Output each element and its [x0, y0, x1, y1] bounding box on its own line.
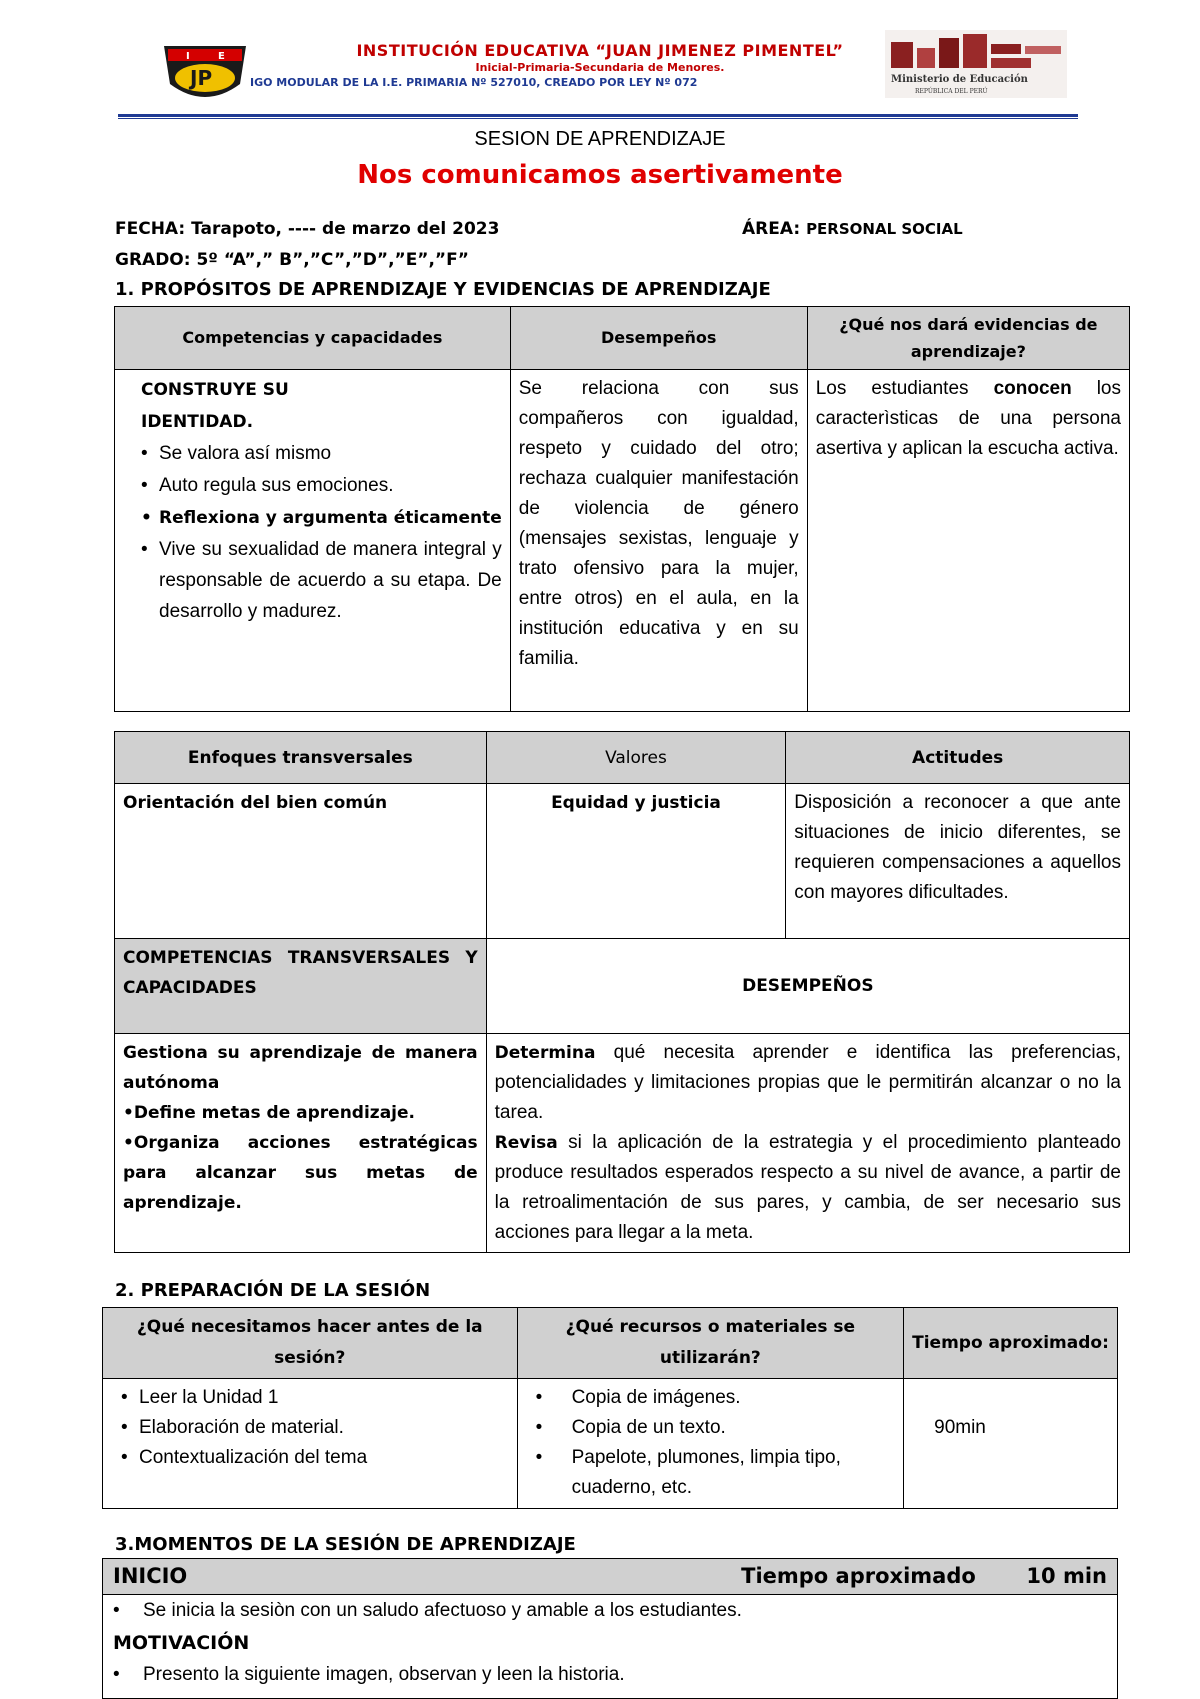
desempeno-bold: Determina [494, 1043, 596, 1063]
gestiona-item: •Define metas de aprendizaje. [123, 1103, 415, 1123]
antes-item: • Leer la Unidad 1 [121, 1383, 509, 1413]
institution-levels: Inicial-Primaria-Secundaria de Menores. [475, 61, 725, 74]
evidencia-text: Los estudiantes [815, 378, 994, 399]
enfoques-table [114, 731, 1130, 1253]
capacidad-item: • Vive su sexualidad de manera integral y responsable de acuerdo a su etapa. De desarrollo y madurez. [141, 534, 502, 627]
header-valores: Valores [486, 732, 786, 784]
header-divider [118, 114, 1078, 117]
inicio-item: • Se inicia la sesiòn con un saludo afectuoso y amable a los estudiantes. [113, 1595, 1107, 1627]
session-title: Nos comunicamos asertivamente [357, 160, 843, 190]
section-3-title: 3.MOMENTOS DE LA SESIÓN DE APRENDIZAJE [115, 1534, 576, 1555]
tiempo-value: 10 min [1026, 1564, 1107, 1588]
session-label: SESION DE APRENDIZAJE [474, 128, 726, 150]
header-tiempo: Tiempo aproximado: [904, 1308, 1118, 1379]
recurso-item: • Papelote, plumones, limpia tipo, cuaderno, etc. [536, 1443, 896, 1503]
institution-name: INSTITUCIÓN EDUCATIVA “JUAN JIMENEZ PIMENTEL” [356, 41, 844, 60]
gestiona-item: •Organiza acciones estratégicas para alcanzar sus metas de aprendizaje. [123, 1133, 478, 1213]
gestiona-title: Gestiona su aprendizaje de manera autónoma [123, 1043, 478, 1093]
ministry-subtitle: REPÚBLICA DEL PERÚ [915, 88, 988, 95]
header-divider-thin [118, 118, 1078, 119]
logo-letter-e: E [218, 51, 225, 62]
logo-letter-i: I [186, 51, 190, 62]
antes-cell [103, 1379, 518, 1509]
inicio-header [103, 1559, 1118, 1595]
preparation-table [102, 1307, 1118, 1509]
motivacion-label: MOTIVACIÓN [113, 1632, 250, 1654]
tiempo-label: Tiempo aproximado [741, 1564, 976, 1588]
section-2-title: 2. PREPARACIÓN DE LA SESIÓN [115, 1280, 431, 1301]
header-actitudes: Actitudes [786, 732, 1130, 784]
header-desempenos: Desempeños [510, 307, 807, 370]
desempeno-cell: Se relaciona con sus compañeros con igualdad, respeto y cuidado del otro; rechaza cualquier manifestación de violencia de género (mensajes sexistas, lenguaje y trato ofensivo para la mujer, entre otros) en el aula, en la institución educativa y en su familia. [510, 370, 807, 712]
area-value: PERSONAL SOCIAL [806, 220, 963, 238]
header-antes: ¿Qué necesitamos hacer antes de la sesión? [103, 1308, 518, 1379]
inicio-body [103, 1595, 1118, 1699]
capacidad-item: • Reflexiona y argumenta éticamente [141, 502, 502, 534]
evidencia-text-2: los caracterìsticas de una persona asertiva y aplican la escucha activa. [815, 378, 1121, 459]
section-1-title: 1. PROPÓSITOS DE APRENDIZAJE Y EVIDENCIAS DE APRENDIZAJE [115, 279, 771, 300]
recurso-item: • Copia de imágenes. [536, 1383, 896, 1413]
competencia-title: CONSTRUYE SU IDENTIDAD. [141, 380, 289, 432]
desempeno-text: qué necesita aprender e identifica las preferencias, potencialidades y limitaciones propias que le permitirán alcanzar o no la tarea. [494, 1042, 1121, 1123]
desempenos-cell [486, 1034, 1129, 1253]
evidencia-cell [807, 370, 1129, 712]
ministry-logo [885, 30, 1067, 98]
recurso-item: • Copia de un texto. [536, 1413, 896, 1443]
logo-letters-jp: JP [190, 66, 213, 90]
tiempo-cell: 90min [904, 1379, 1118, 1509]
institution-code: IGO MODULAR DE LA I.E. PRIMARIA Nº 527010, CREADO POR LEY Nº 072 [250, 76, 698, 89]
purposes-table [114, 306, 1130, 712]
header-evidencias: ¿Qué nos dará evidencias de aprendizaje? [807, 307, 1129, 370]
inicio-item: • Presento la siguiente imagen, observan y leen la historia. [113, 1659, 1107, 1691]
competencias-transversales-header: COMPETENCIAS TRANSVERSALES Y CAPACIDADES [115, 939, 487, 1034]
enfoque-cell: Orientación del bien común [115, 784, 487, 939]
desempeno-text: si la aplicación de la estrategia y el procedimiento planteado produce resultados esperados respecto a su nivel de avance, a partir de la retroalimentación de sus pares, y cambia, de ser necesario sus acciones para llegar a la meta. [494, 1132, 1121, 1243]
desempenos-header: DESEMPEÑOS [486, 939, 1129, 1034]
area [742, 219, 963, 239]
header-recursos: ¿Qué recursos o materiales se utilizarán? [517, 1308, 904, 1379]
fecha: FECHA: Tarapoto, ---- de marzo del 2023 [115, 219, 500, 239]
school-logo [160, 40, 250, 102]
ministry-name: Ministerio de Educación [891, 74, 1028, 85]
desempeno-bold: Revisa [494, 1133, 558, 1153]
actitud-cell: Disposición a reconocer a que ante situaciones de inicio diferentes, se requieren compensaciones a aquellos con mayores dificultades. [786, 784, 1130, 939]
capacidad-item: • Se valora así mismo [141, 438, 502, 470]
grado: GRADO: 5º “A”,” B”,”C”,”D”,”E”,”F” [115, 250, 469, 270]
area-label: ÁREA: [742, 219, 801, 239]
capacidad-item: • Auto regula sus emociones. [141, 470, 502, 502]
gestiona-cell [115, 1034, 487, 1253]
header-enfoques: Enfoques transversales [115, 732, 487, 784]
competencia-cell [115, 370, 511, 712]
header-competencias: Competencias y capacidades [115, 307, 511, 370]
antes-item: • Elaboración de material. [121, 1413, 509, 1443]
momentos-table [102, 1558, 1118, 1699]
evidencia-bold: conocen [993, 378, 1072, 399]
inicio-tiempo [741, 1561, 1107, 1591]
valor-cell: Equidad y justicia [486, 784, 786, 939]
inicio-label: INICIO [113, 1564, 188, 1588]
recursos-cell [517, 1379, 904, 1509]
antes-item: • Contextualización del tema [121, 1443, 509, 1473]
